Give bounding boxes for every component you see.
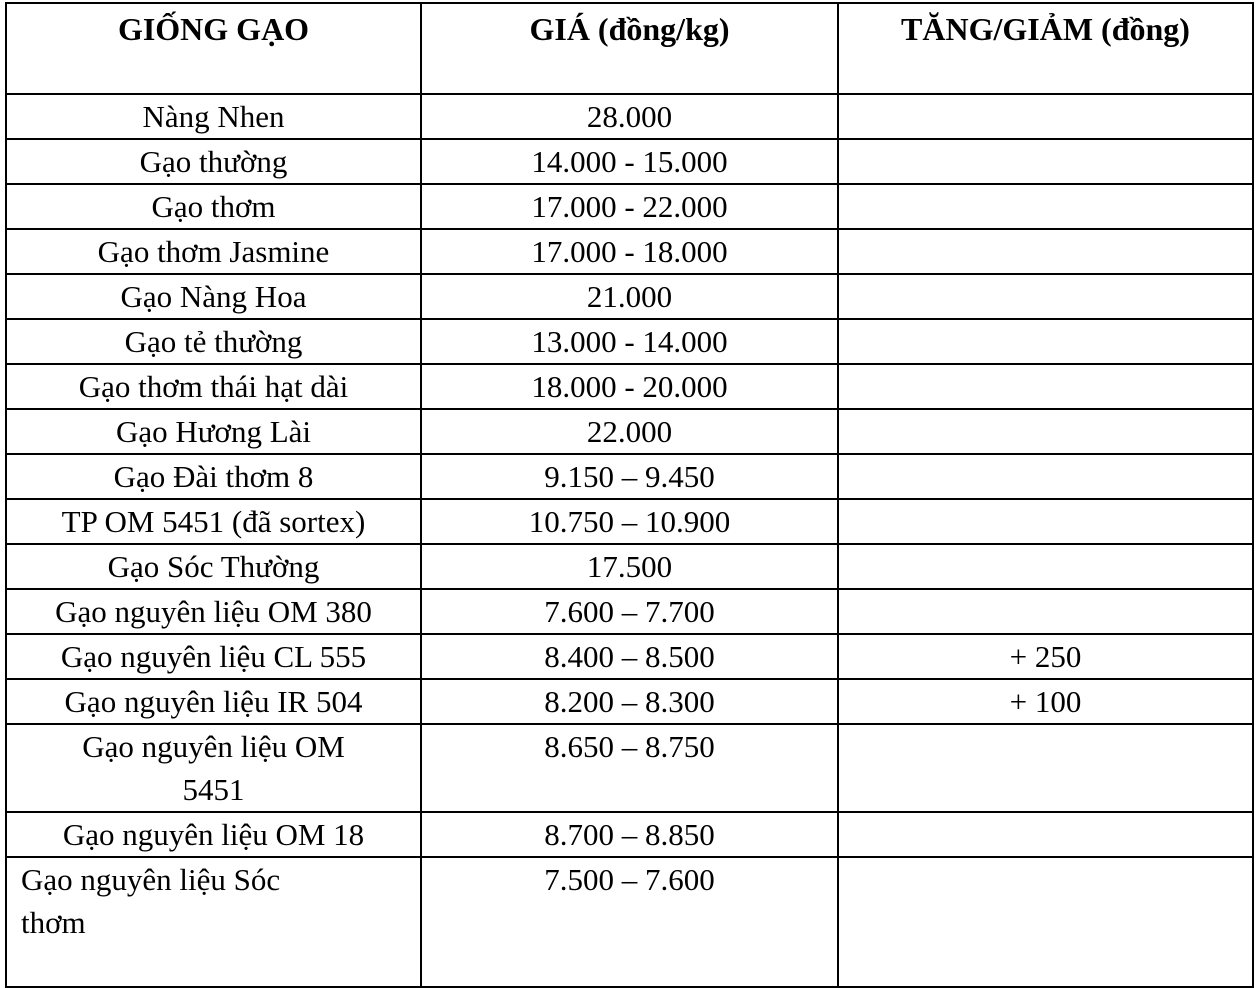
variety-cell: Gạo tẻ thường <box>6 319 421 364</box>
price-cell: 18.000 - 20.000 <box>421 364 838 409</box>
table-row <box>6 94 1253 139</box>
table-row <box>6 409 1253 454</box>
price-cell: 22.000 <box>421 409 838 454</box>
variety-cell: Gạo Sóc Thường <box>6 544 421 589</box>
change-cell <box>838 589 1253 634</box>
change-cell <box>838 229 1253 274</box>
table-row <box>6 274 1253 319</box>
variety-cell: Gạo nguyên liệu CL 555 <box>6 634 421 679</box>
price-cell: 21.000 <box>421 274 838 319</box>
change-cell: + 100 <box>838 679 1253 724</box>
header-price: GIÁ (đồng/kg) <box>421 3 838 94</box>
table-row <box>6 499 1253 544</box>
change-cell <box>838 319 1253 364</box>
price-cell: 17.000 - 18.000 <box>421 229 838 274</box>
table-row <box>6 139 1253 184</box>
table-row <box>6 634 1253 679</box>
price-cell: 8.650 – 8.750 <box>421 724 838 812</box>
price-cell: 8.200 – 8.300 <box>421 679 838 724</box>
variety-cell: Gạo Đài thơm 8 <box>6 454 421 499</box>
change-cell <box>838 139 1253 184</box>
price-cell: 10.750 – 10.900 <box>421 499 838 544</box>
variety-cell: TP OM 5451 (đã sortex) <box>6 499 421 544</box>
price-cell: 8.700 – 8.850 <box>421 812 838 857</box>
rice-price-table <box>5 2 1254 988</box>
price-cell: 13.000 - 14.000 <box>421 319 838 364</box>
price-cell: 7.500 – 7.600 <box>421 857 838 987</box>
table-row <box>6 454 1253 499</box>
change-cell <box>838 274 1253 319</box>
change-cell <box>838 184 1253 229</box>
header-change: TĂNG/GIẢM (đồng) <box>838 3 1253 94</box>
price-cell: 28.000 <box>421 94 838 139</box>
change-cell <box>838 364 1253 409</box>
header-row <box>6 3 1253 94</box>
variety-cell: Gạo thơm thái hạt dài <box>6 364 421 409</box>
change-cell <box>838 724 1253 812</box>
variety-cell: Nàng Nhen <box>6 94 421 139</box>
price-cell: 7.600 – 7.700 <box>421 589 838 634</box>
header-variety: GIỐNG GẠO <box>6 3 421 94</box>
change-cell <box>838 812 1253 857</box>
variety-cell: Gạo nguyên liệu Sóc thơm <box>6 857 421 987</box>
variety-cell: Gạo thơm <box>6 184 421 229</box>
table-row <box>6 679 1253 724</box>
price-cell: 9.150 – 9.450 <box>421 454 838 499</box>
price-cell: 8.400 – 8.500 <box>421 634 838 679</box>
change-cell: + 250 <box>838 634 1253 679</box>
change-cell <box>838 544 1253 589</box>
table-row <box>6 812 1253 857</box>
variety-cell: Gạo Hương Lài <box>6 409 421 454</box>
variety-cell: Gạo nguyên liệu OM 18 <box>6 812 421 857</box>
table-row <box>6 229 1253 274</box>
variety-cell: Gạo thường <box>6 139 421 184</box>
change-cell <box>838 857 1253 987</box>
variety-cell: Gạo nguyên liệu OM 380 <box>6 589 421 634</box>
price-cell: 17.000 - 22.000 <box>421 184 838 229</box>
variety-cell: Gạo Nàng Hoa <box>6 274 421 319</box>
table-row <box>6 857 1253 987</box>
change-cell <box>838 94 1253 139</box>
variety-cell: Gạo nguyên liệu IR 504 <box>6 679 421 724</box>
change-cell <box>838 454 1253 499</box>
table-row <box>6 364 1253 409</box>
variety-cell: Gạo nguyên liệu OM 5451 <box>6 724 421 812</box>
price-cell: 17.500 <box>421 544 838 589</box>
table-row <box>6 724 1253 812</box>
table-row <box>6 589 1253 634</box>
change-cell <box>838 409 1253 454</box>
table-row <box>6 184 1253 229</box>
table-row <box>6 319 1253 364</box>
price-cell: 14.000 - 15.000 <box>421 139 838 184</box>
change-cell <box>838 499 1253 544</box>
table-row <box>6 544 1253 589</box>
variety-cell: Gạo thơm Jasmine <box>6 229 421 274</box>
